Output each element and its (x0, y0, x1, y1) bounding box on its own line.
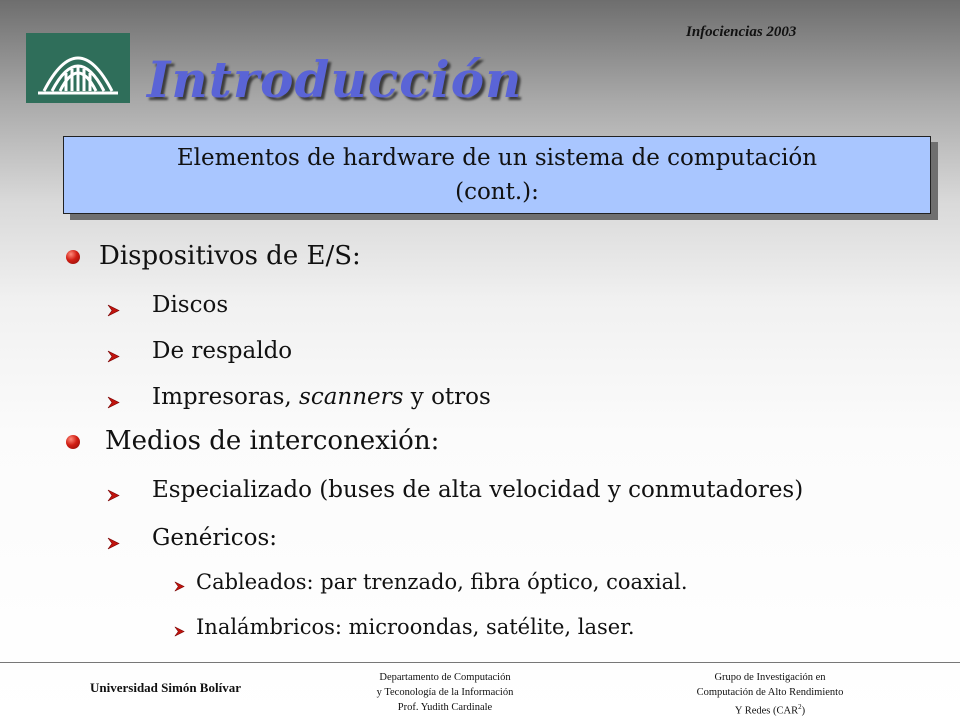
subtitle-line-1: Elementos de hardware de un sistema de computación (176, 145, 818, 171)
footer-research-group (665, 670, 875, 719)
usb-logo-icon (26, 33, 130, 103)
slide-title: Introducción (147, 50, 523, 109)
footer-group-line (665, 700, 875, 719)
sub-item-inalambricos: Inalámbricos: microondas, satélite, laser. (196, 615, 635, 639)
footer-department-line: y Teconología de la Información (376, 687, 514, 698)
section-heading-interconexion: Medios de interconexión: (105, 426, 440, 456)
footer-group-text-end: ) (801, 705, 806, 717)
footer-group-text: Y Redes (CAR (734, 705, 799, 717)
list-item-especializado: Especializado (buses de alta velocidad y conmutadores) (152, 477, 804, 503)
footer-department (340, 670, 550, 715)
footer-department-line: Prof. Yudith Cardinale (397, 702, 493, 713)
footer-department-line: Departamento de Computación (379, 672, 511, 683)
list-item-genericos: Genéricos: (152, 525, 278, 551)
footer-group-superscript: 2 (798, 703, 802, 711)
list-item-discos: Discos (152, 292, 229, 318)
round-bullet-icon (66, 435, 80, 449)
arrow-bullet-icon (107, 304, 120, 317)
list-item-respaldo: De respaldo (152, 338, 293, 364)
arrow-bullet-icon (107, 350, 120, 363)
footer-university: Universidad Simón Bolívar (90, 680, 241, 695)
footer-group-line: Grupo de Investigación en (714, 672, 826, 683)
sub-item-cableados: Cableados: par trenzado, fibra óptico, coaxial. (196, 570, 688, 594)
header-tag: Infociencias 2003 (686, 24, 797, 40)
impresoras-text: Impresoras, (152, 384, 300, 410)
arrow-bullet-icon (174, 581, 185, 592)
round-bullet-icon (66, 250, 80, 264)
arrow-bullet-icon (174, 626, 185, 637)
arrow-bullet-icon (107, 396, 120, 409)
subtitle-line-2: (cont.): (455, 179, 539, 205)
scanners-text: scanners (299, 384, 404, 410)
section-heading-io: Dispositivos de E/S: (99, 241, 361, 271)
arrow-bullet-icon (107, 537, 120, 550)
footer-divider (0, 662, 960, 663)
otros-text: y otros (403, 384, 491, 410)
list-item-impresoras (152, 384, 491, 410)
subtitle-box (63, 136, 931, 214)
arrow-bullet-icon (107, 489, 120, 502)
footer-group-line: Computación de Alto Rendimiento (696, 687, 844, 698)
